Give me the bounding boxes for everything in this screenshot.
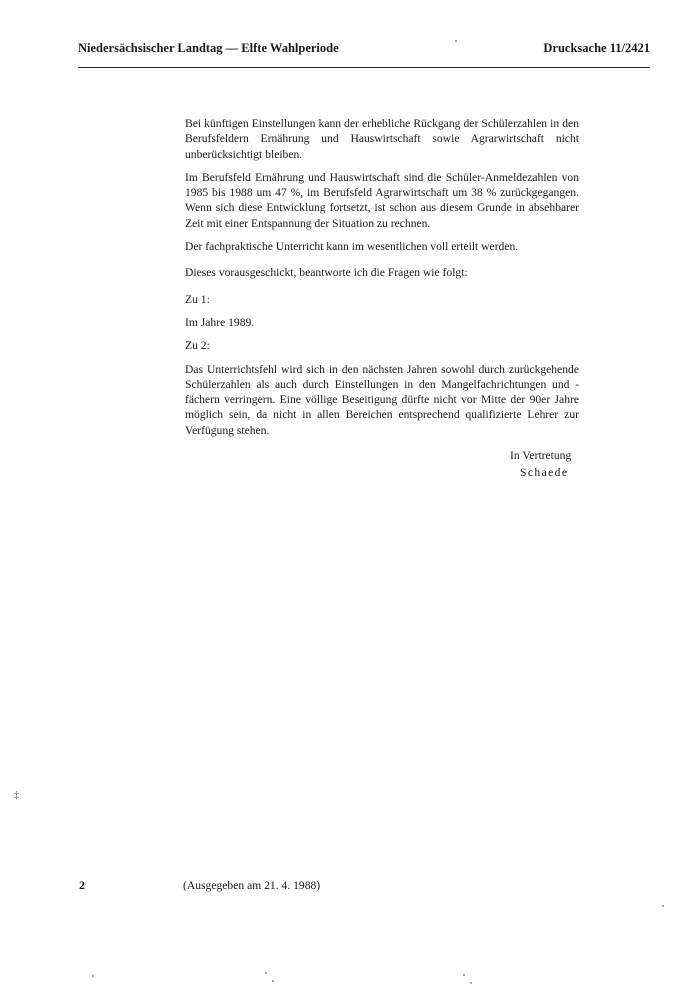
header-document-number: Drucksache 11/2421 bbox=[543, 41, 650, 55]
margin-mark-icon: ‡ bbox=[14, 790, 19, 801]
scan-speck bbox=[662, 905, 664, 907]
issue-date-note: (Ausgegeben am 21. 4. 1988) bbox=[183, 879, 321, 892]
scan-speck bbox=[265, 972, 267, 974]
signature-name: Schaede bbox=[520, 466, 569, 479]
paragraph-preface: Dieses vorausgeschickt, beantworte ich die Fragen wie folgt: bbox=[185, 266, 468, 280]
page-header bbox=[78, 41, 650, 61]
question-2-label: Zu 2: bbox=[185, 339, 210, 353]
paragraph-decline: Bei künftigen Einstellungen kann der erhebliche Rückgang der Schülerzahlen in den Berufsfeldern Ernährung und Hauswirtschaft sowie Agrarwirtschaft nicht unberücksichtigt bleiben. bbox=[185, 117, 579, 161]
header-divider bbox=[78, 67, 650, 68]
question-2-answer: Das Unterrichtsfehl wird sich in den nächsten Jahren sowohl durch zurückgehende Schülerzahlen als auch durch Einstellungen in den Mangelfachrichtungen und -fächern verringern. Eine völlige Beseitigung dürfte nicht vor Mitte der 90er Jahre möglich sein, da nicht in allen Bereichen entsprechend qualifizierte Lehrer zur Verfügung stehen. bbox=[185, 362, 579, 437]
header-parliament-title: Niedersächsischer Landtag — Elfte Wahlperiode bbox=[78, 41, 339, 55]
question-1-answer: Im Jahre 1989. bbox=[185, 315, 255, 329]
paragraph-enrollment: Im Berufsfeld Ernährung und Hauswirtschaft sind die Schüler-Anmeldezahlen von 1985 bis 1988 um 47 %, im Berufsfeld Agrarwirtschaft um 38 % zurückgegangen. Wenn sich diese Entwicklung fortsetzt, ist schon aus diesem Grunde in absehbarer Zeit mit einer Entspannung der Situation zu rechnen. bbox=[185, 170, 579, 230]
signature-representation: In Vertretung bbox=[510, 449, 572, 462]
document-body bbox=[185, 116, 579, 446]
scan-speck bbox=[272, 980, 274, 982]
page-number: 2 bbox=[79, 878, 85, 892]
question-1-label: Zu 1: bbox=[185, 292, 210, 306]
signature-block bbox=[510, 447, 571, 481]
scan-speck bbox=[463, 974, 465, 976]
scan-speck bbox=[92, 975, 94, 977]
paragraph-practical-teaching: Der fachpraktische Unterricht kann im wesentlichen voll erteilt werden. bbox=[185, 240, 519, 254]
scan-speck bbox=[455, 40, 457, 42]
scan-speck bbox=[470, 982, 472, 984]
